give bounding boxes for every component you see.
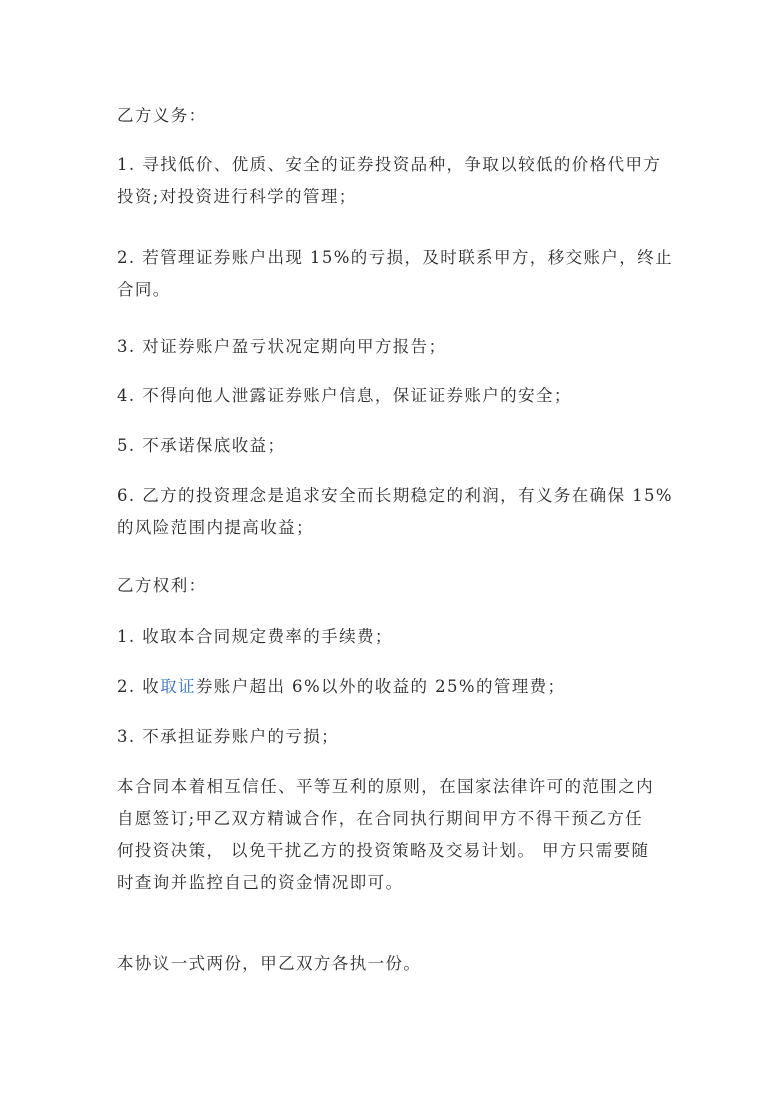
principle-line: 本合同本着相互信任、平等互利的原则，在国家法律许可的范围之内 [117,777,654,796]
rights-heading: 乙方权利： [117,576,207,595]
obligation-line: 合同。 [117,280,171,299]
obligation-line: 的风险范围内提高收益； [117,518,314,537]
obligations-heading: 乙方义务： [117,106,207,125]
right-item-2 [117,671,662,703]
obligation-line: 2. 若管理证券账户出现 15%的亏损，及时联系甲方，移交账户，终止 [117,248,674,267]
closing-paragraph: 本协议一式两份，甲乙双方各执一份。 [117,954,422,973]
obligation-item-6 [117,480,674,544]
principle-line: 何投资决策， 以免干扰乙方的投资策略及交易计划。 甲方只需要随 [117,841,650,860]
obligation-item-1 [117,149,662,213]
obligation-line: 投资;对投资进行科学的管理； [117,187,357,206]
obligation-line: 1. 寻找低价、优质、安全的证券投资品种，争取以较低的价格代甲方 [117,155,662,174]
obligation-item-3 [117,331,662,363]
right-item-2-prefix: 2. 收 [117,677,161,696]
obligation-item-5 [117,430,662,462]
principle-line: 时查询并监控自己的资金情况即可。 [117,873,404,892]
right-item-3: 3. 不承担证券账户的亏损； [117,727,340,746]
obligation-line: 6. 乙方的投资理念是追求安全而长期稳定的利润，有义务在确保 15% [117,486,674,505]
obligation-line: 4. 不得向他人泄露证券账户信息，保证证券账户的安全； [117,386,572,405]
principle-line: 自愿签订;甲乙双方精诚合作，在合同执行期间甲方不得干预乙方任 [117,809,644,828]
obligation-line: 5. 不承诺保底收益； [117,436,286,455]
obligation-line: 3. 对证券账户盈亏状况定期向甲方报告； [117,337,447,356]
right-item-2-link[interactable]: 取证 [160,677,196,696]
principle-paragraph [117,771,662,899]
right-item-1: 1. 收取本合同规定费率的手续费； [117,627,393,646]
right-item-2-suffix: 券账户超出 6%以外的收益的 25%的管理费； [195,677,566,696]
obligation-item-4 [117,380,662,412]
obligation-item-2 [117,242,674,306]
